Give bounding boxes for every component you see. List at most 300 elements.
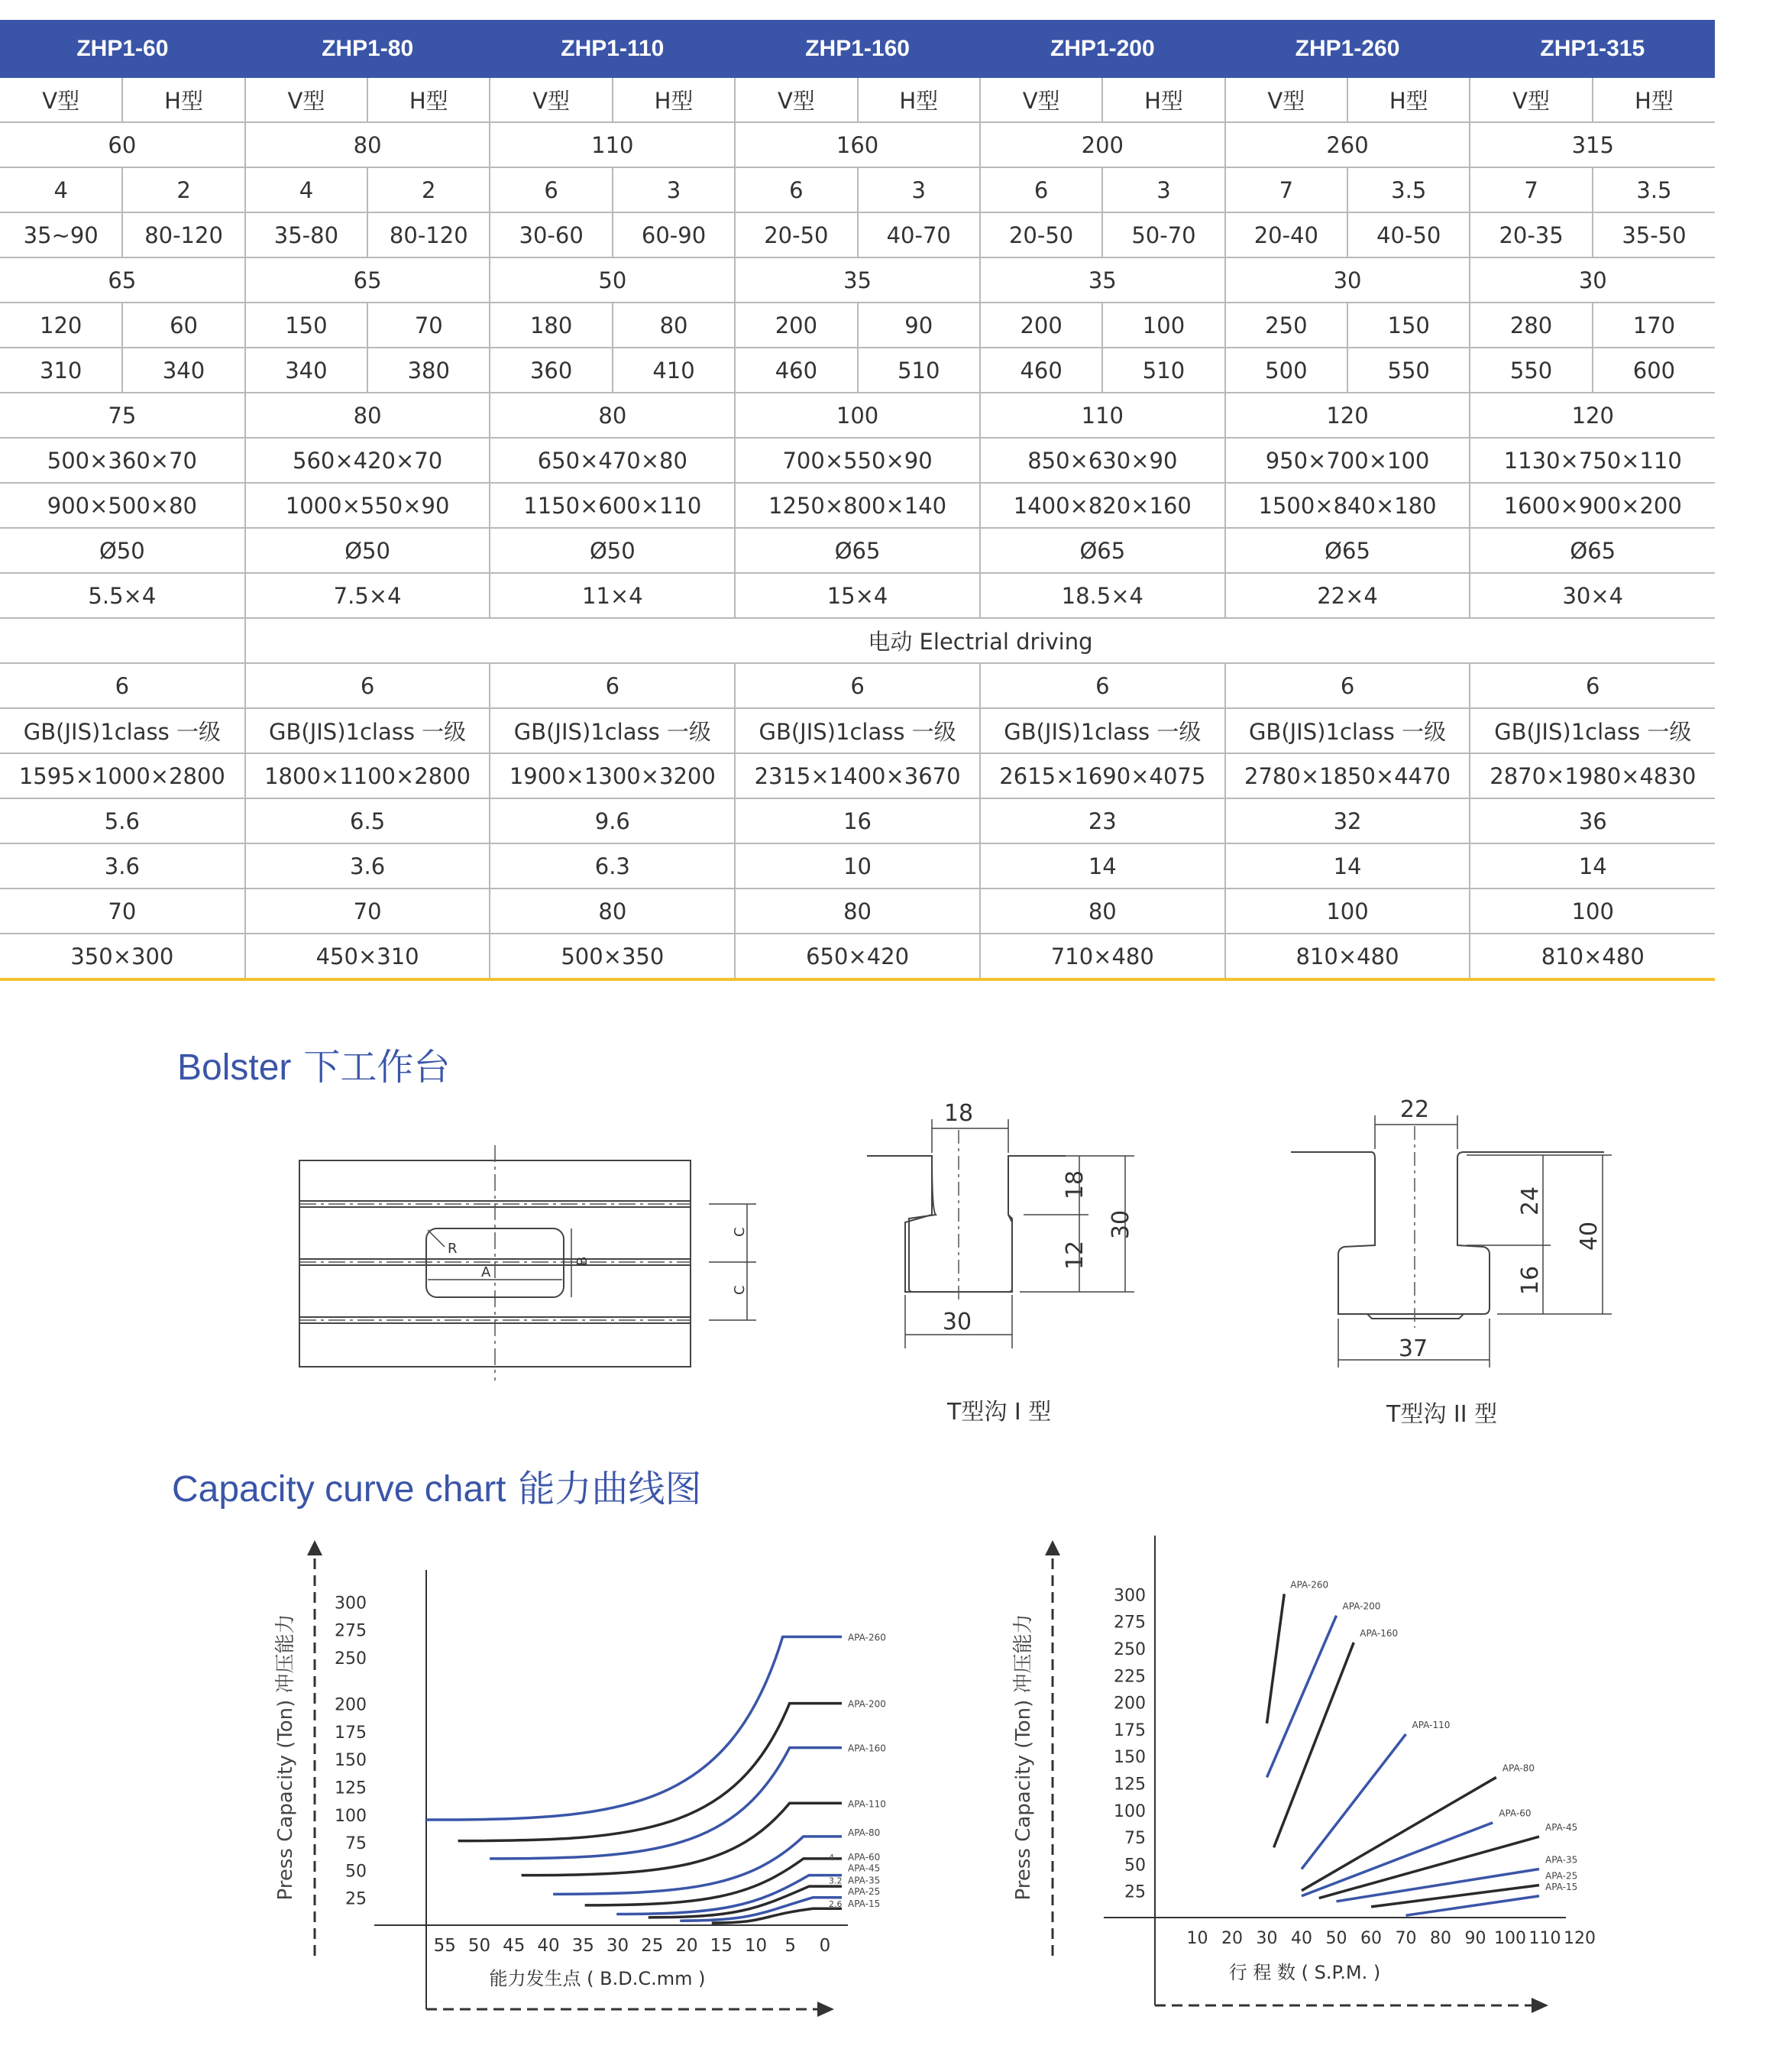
chart1-x-tick: 10 [744,1936,768,1956]
spec-cell: 6.3 [490,843,735,888]
spec-cell: 120 [1470,393,1715,438]
chart2-series-label: APA-260 [1290,1579,1329,1591]
chart1-x-label: 能力发生点 ( B.D.C.mm ) [489,1968,706,1989]
spec-cell: 7.5×4 [245,573,490,618]
chart1-x-tick: 15 [710,1936,733,1956]
spec-cell: 1600×900×200 [1470,483,1715,528]
chart1-series-label: APA-200 [848,1698,886,1710]
spec-row [0,708,1715,753]
spec-cell: 810×480 [1225,934,1470,978]
model-header-zhp1-260: ZHP1-260 [1225,20,1470,78]
chart1-series-label: APA-60 [848,1851,881,1863]
chart1-x-tick: 25 [641,1936,664,1956]
chart1-y-tick: 200 [335,1695,367,1715]
chart1-y-tick: 250 [335,1649,367,1669]
spec-cell: V型 [1470,78,1592,122]
spec-cell: 35 [980,257,1225,303]
chart2-y-tick: 100 [1114,1801,1146,1821]
chart2-x-label: 行 程 数 ( S.P.M. ) [1228,1962,1381,1983]
spec-cell: 2870×1980×4830 [1470,753,1715,798]
spec-cell: 410 [613,348,735,393]
spec-cell: 100 [1102,303,1224,348]
chart1-series [426,1636,842,1923]
spec-row [0,573,1715,618]
spec-cell: 11×4 [490,573,735,618]
spec-cell: 3 [613,167,735,212]
chart1-series-label: APA-45 [848,1863,881,1874]
spec-cell: 650×470×80 [490,438,735,483]
chart1-x-tick: 55 [433,1936,456,1956]
spec-cell: H型 [613,78,735,122]
spec-cell: 75 [0,393,245,438]
chart2-y-tick: 50 [1124,1856,1146,1876]
spec-cell: 6 [245,663,490,708]
chart1-x-tick: 35 [571,1936,594,1956]
chart1-x-tick: 20 [675,1936,698,1956]
chart1-series-label: APA-160 [848,1743,886,1754]
t-slot-type1-drawing [859,1089,1165,1356]
spec-cell: 65 [0,257,245,303]
t-slot-type2-drawing [1283,1085,1619,1367]
model-header-zhp1-160: ZHP1-160 [735,20,980,78]
spec-cell: 260 [1225,122,1470,167]
label-b: B [574,1256,590,1266]
spec-cell: 23 [980,798,1225,843]
spec-cell: 340 [122,348,244,393]
spec-cell: 1000×550×90 [245,483,490,528]
chart1-x-tick: 50 [467,1936,491,1956]
spec-cell: 2615×1690×4075 [980,753,1225,798]
spec-cell: Ø65 [735,528,980,573]
chart2-series-label: APA-160 [1360,1627,1399,1639]
spec-cell: 510 [1102,348,1224,393]
t1-upper-height: 18 [1062,1170,1088,1200]
spec-cell: H型 [1102,78,1224,122]
spec-cell: 120 [0,303,122,348]
spec-cell: 200 [980,122,1225,167]
spec-cell: Ø50 [0,528,245,573]
chart1-bdc-label: 3.2 [829,1876,843,1886]
spec-cell: 460 [980,348,1102,393]
chart1-y-tick: 150 [335,1751,367,1771]
chart2-line-apa-110 [1302,1734,1406,1869]
spec-cell: 15×4 [735,573,980,618]
spec-cell: GB(JIS)1class 一级 [1470,708,1715,753]
chart2-y-tick: 225 [1114,1667,1146,1687]
spec-cell: 7 [1470,167,1592,212]
spec-table [0,20,1715,978]
chart2-line-apa-260 [1267,1594,1285,1723]
chart2-x-tick: 70 [1395,1929,1417,1948]
spec-row [0,663,1715,708]
spec-cell: 6 [1225,663,1470,708]
spec-row [0,438,1715,483]
label-a: A [481,1264,491,1280]
chart1-x-ticks [434,1936,831,1956]
chart1-line-apa-15 [712,1908,842,1923]
spec-cell: 2 [122,167,244,212]
spec-cell: 90 [858,303,980,348]
spec-cell: 150 [1347,303,1470,348]
t2-upper-height: 24 [1517,1186,1544,1216]
spec-row [0,934,1715,978]
spec-cell: 6 [490,663,735,708]
spec-cell: 3.5 [1347,167,1470,212]
spec-cell: 35~90 [0,212,122,257]
chart2-x-tick: 40 [1291,1929,1312,1948]
spec-row [0,78,1715,122]
spec-cell: 510 [858,348,980,393]
spec-cell: 9.6 [490,798,735,843]
spec-cell: GB(JIS)1class 一级 [735,708,980,753]
chart2-y-label: Press Capacity (Ton) 冲压能力 [1012,1613,1035,1901]
spec-cell: 2 [367,167,490,212]
spec-cell: 180 [490,303,612,348]
chart2-y-tick: 25 [1124,1882,1146,1902]
spec-cell: GB(JIS)1class 一级 [1225,708,1470,753]
spec-cell: 500×350 [490,934,735,978]
chart2-x-tick: 50 [1325,1929,1347,1948]
spec-cell: GB(JIS)1class 一级 [0,708,245,753]
chart2-x-tick: 30 [1256,1929,1278,1948]
spec-cell: Ø65 [980,528,1225,573]
chart1-x-tick: 40 [537,1936,560,1956]
spec-cell: H型 [122,78,244,122]
spec-cell: 5.5×4 [0,573,245,618]
spec-cell: 170 [1593,303,1715,348]
spec-cell: 310 [0,348,122,393]
t1-lower-height: 12 [1062,1240,1088,1270]
spec-cell: 600 [1593,348,1715,393]
bolster-title-cn: 下工作台 [303,1046,451,1089]
spec-cell: 6 [1470,663,1715,708]
spec-cell: V型 [0,78,122,122]
spec-cell: 20-40 [1225,212,1347,257]
label-c-lower: C [732,1285,748,1295]
chart2-series-label: APA-110 [1412,1719,1451,1730]
spec-cell: V型 [980,78,1102,122]
spec-cell: 电动 Electrial driving [245,618,1715,663]
spec-row [0,843,1715,888]
spec-cell: 80 [245,393,490,438]
spec-cell: 16 [735,798,980,843]
spec-cell: 2315×1400×3670 [735,753,980,798]
chart2-y-tick: 125 [1114,1775,1146,1795]
spec-cell: 6 [735,663,980,708]
chart2-y-ticks [1114,1586,1146,1902]
chart2-x-tick: 20 [1221,1929,1243,1948]
model-header-zhp1-110: ZHP1-110 [490,20,735,78]
chart2-series-label: APA-80 [1502,1762,1535,1774]
spec-cell: 60 [0,122,245,167]
spec-cell: 1900×1300×3200 [490,753,735,798]
spec-cell: 340 [245,348,367,393]
spec-cell: 100 [1225,888,1470,934]
spec-cell: 315 [1470,122,1715,167]
bolster-title [177,1037,450,1090]
spec-cell: 950×700×100 [1225,438,1470,483]
spec-cell: 120 [1225,393,1470,438]
chart1-x-tick: 0 [819,1936,831,1956]
chart2-x-tick: 120 [1564,1929,1596,1948]
spec-cell: 3 [1102,167,1224,212]
spec-cell: 100 [735,393,980,438]
spec-cell: Ø50 [490,528,735,573]
chart2-y-tick: 300 [1114,1586,1146,1606]
spec-cell: 20-50 [735,212,857,257]
spec-cell: 20-50 [980,212,1102,257]
chart1-y-tick: 175 [335,1723,367,1743]
t2-bottom-width: 37 [1398,1335,1428,1362]
spec-row [0,348,1715,393]
spec-cell: 1250×800×140 [735,483,980,528]
capacity-vs-spm-chart [993,1528,1650,2047]
spec-cell: V型 [1225,78,1347,122]
chart2-x-tick: 10 [1186,1929,1208,1948]
spec-row [0,798,1715,843]
spec-cell: 500×360×70 [0,438,245,483]
spec-cell: 650×420 [735,934,980,978]
spec-row [0,303,1715,348]
spec-cell: 50-70 [1102,212,1224,257]
chart1-series-label: APA-80 [848,1827,881,1839]
spec-cell: 250 [1225,303,1347,348]
spec-cell: GB(JIS)1class 一级 [980,708,1225,753]
spec-cell: V型 [735,78,857,122]
chart2-y-tick: 250 [1114,1640,1146,1659]
spec-cell: 80 [980,888,1225,934]
spec-row [0,483,1715,528]
chart1-line-apa-80 [553,1837,842,1895]
spec-cell: 70 [245,888,490,934]
t2-total-height: 40 [1576,1221,1603,1251]
spec-cell: 460 [735,348,857,393]
spec-cell: 22×4 [1225,573,1470,618]
spec-cell: 4 [245,167,367,212]
spec-row [0,888,1715,934]
spec-cell: 30 [1225,257,1470,303]
spec-cell: Ø50 [245,528,490,573]
chart2-series-label: APA-15 [1545,1881,1578,1892]
chart1-labels [829,1632,886,1908]
spec-cell: 30×4 [1470,573,1715,618]
capacity-title-cn: 能力曲线图 [518,1468,702,1510]
spec-cell: 1800×1100×2800 [245,753,490,798]
spec-cell: 80-120 [122,212,244,257]
bolster-drawing [283,1142,771,1387]
spec-cell: 1130×750×110 [1470,438,1715,483]
spec-cell: 70 [367,303,490,348]
chart2-y-tick: 150 [1114,1748,1146,1768]
chart1-series-label: APA-25 [848,1885,881,1897]
spec-cell: H型 [858,78,980,122]
spec-cell: 14 [980,843,1225,888]
spec-cell: 1500×840×180 [1225,483,1470,528]
model-header-zhp1-60: ZHP1-60 [0,20,245,78]
spec-cell: 150 [245,303,367,348]
chart1-x-tick: 5 [784,1936,797,1956]
chart1-y-tick: 25 [345,1889,367,1909]
spec-cell: 850×630×90 [980,438,1225,483]
spec-cell [0,618,245,663]
spec-cell: 80 [490,888,735,934]
spec-cell: 14 [1225,843,1470,888]
chart1-bdc-label: 4 [829,1852,834,1863]
chart2-series-label: APA-200 [1342,1601,1381,1612]
spec-cell: 550 [1470,348,1592,393]
spec-cell: 560×420×70 [245,438,490,483]
chart1-y-tick: 275 [335,1621,367,1641]
spec-cell: 500 [1225,348,1347,393]
spec-cell: 110 [490,122,735,167]
spec-body [0,78,1715,978]
spec-cell: 6 [0,663,245,708]
label-r: R [448,1241,458,1257]
spec-cell: GB(JIS)1class 一级 [245,708,490,753]
chart1-y-tick: 75 [345,1834,367,1854]
spec-cell: 10 [735,843,980,888]
spec-cell: 710×480 [980,934,1225,978]
chart1-y-label: Press Capacity (Ton) 冲压能力 [274,1613,297,1901]
chart1-y-tick: 125 [335,1779,367,1798]
model-header-zhp1-200: ZHP1-200 [980,20,1225,78]
capacity-title-en: Capacity curve chart [172,1469,506,1510]
capacity-vs-bdc-chart [260,1528,917,2047]
chart2-y-tick: 200 [1114,1694,1146,1714]
spec-cell: 14 [1470,843,1715,888]
chart2-x-tick: 80 [1430,1929,1451,1948]
spec-cell: 80 [613,303,735,348]
chart1-y-ticks [335,1594,367,1908]
spec-cell: 50 [490,257,735,303]
spec-cell: 350×300 [0,934,245,978]
t-slot-type2-caption: T型沟 II 型 [1386,1401,1498,1428]
spec-cell: 32 [1225,798,1470,843]
spec-cell: 200 [980,303,1102,348]
spec-cell: 110 [980,393,1225,438]
spec-cell: 280 [1470,303,1592,348]
spec-cell: Ø65 [1225,528,1470,573]
chart2-line-apa-80 [1302,1777,1496,1890]
spec-cell: 6 [980,663,1225,708]
t2-lower-height: 16 [1517,1265,1544,1296]
spec-cell: 6 [735,167,857,212]
chart2-series-label: APA-60 [1499,1808,1532,1819]
t2-top-width: 22 [1399,1096,1430,1123]
chart2-x-tick: 90 [1464,1929,1486,1948]
spec-cell: 100 [1470,888,1715,934]
spec-cell: 5.6 [0,798,245,843]
spec-cell: 20-35 [1470,212,1592,257]
spec-cell: 3 [858,167,980,212]
chart2-series-label: APA-45 [1545,1822,1578,1834]
spec-row [0,257,1715,303]
spec-cell: 36 [1470,798,1715,843]
spec-cell: 6.5 [245,798,490,843]
spec-cell: 6 [490,167,612,212]
bolster-title-en: Bolster [177,1047,292,1088]
chart2-series-label: APA-35 [1545,1854,1578,1866]
chart2-y-tick: 175 [1114,1720,1146,1740]
spec-cell: 450×310 [245,934,490,978]
spec-cell: 1400×820×160 [980,483,1225,528]
chart2-x-tick: 100 [1494,1929,1526,1948]
spec-cell: Ø65 [1470,528,1715,573]
spec-cell: 80 [735,888,980,934]
spec-row [0,618,1715,663]
spec-cell: H型 [367,78,490,122]
spec-row [0,528,1715,573]
chart1-y-tick: 50 [345,1862,367,1882]
chart2-line-apa-25 [1371,1885,1539,1907]
spec-cell: 60-90 [613,212,735,257]
spec-row [0,393,1715,438]
spec-cell: 380 [367,348,490,393]
spec-cell: 6 [980,167,1102,212]
t1-total-height: 30 [1108,1209,1134,1240]
spec-cell: H型 [1347,78,1470,122]
spec-cell: 65 [245,257,490,303]
spec-cell: 810×480 [1541,943,1645,969]
spec-cell: 3.6 [0,843,245,888]
chart1-series-label: APA-15 [848,1898,881,1909]
chart1-line-apa-200 [458,1704,842,1841]
spec-cell: 40-50 [1347,212,1470,257]
spec-row [0,212,1715,257]
chart1-series-label: APA-35 [848,1875,881,1886]
spec-cell: 550 [1347,348,1470,393]
spec-cell: 160 [735,122,980,167]
chart1-y-tick: 100 [335,1806,367,1826]
t-slot-type1-caption: T型沟 I 型 [947,1399,1052,1426]
chart1-series-label: APA-260 [848,1632,886,1643]
spec-cell: 35-80 [245,212,367,257]
spec-cell: V型 [490,78,612,122]
chart1-bdc-label: 2.6 [829,1898,843,1909]
spec-cell: 3.6 [245,843,490,888]
spec-row [0,167,1715,212]
spec-cell: 7 [1225,167,1347,212]
chart2-series [1267,1594,1540,1915]
spec-cell: 30 [1470,257,1715,303]
spec-row [0,753,1715,798]
spec-cell: 900×500×80 [0,483,245,528]
model-header-zhp1-315: ZHP1-315 [1470,20,1715,78]
chart1-line-apa-60 [585,1859,842,1905]
chart1-x-tick: 30 [606,1936,629,1956]
table-bottom-rule [0,978,1715,981]
t1-top-width: 18 [943,1100,974,1127]
spec-cell: 4 [0,167,122,212]
spec-cell: 35-50 [1593,212,1715,257]
spec-cell: 1595×1000×2800 [0,753,245,798]
spec-cell: 360 [490,348,612,393]
spec-cell: 35 [735,257,980,303]
model-header-zhp1-80: ZHP1-80 [245,20,490,78]
chart2-y-tick: 75 [1124,1829,1146,1849]
spec-cell: 80-120 [367,212,490,257]
spec-cell: 3.5 [1593,167,1715,212]
spec-cell: 80 [490,393,735,438]
spec-cell: 40-70 [858,212,980,257]
chart2-x-tick: 60 [1360,1929,1382,1948]
spec-cell: 30-60 [490,212,612,257]
chart2-y-tick: 275 [1114,1613,1146,1633]
model-header-row [0,20,1715,78]
spec-cell: 1150×600×110 [490,483,735,528]
chart2-x-ticks [1187,1929,1596,1948]
chart1-y-tick: 300 [335,1594,367,1613]
